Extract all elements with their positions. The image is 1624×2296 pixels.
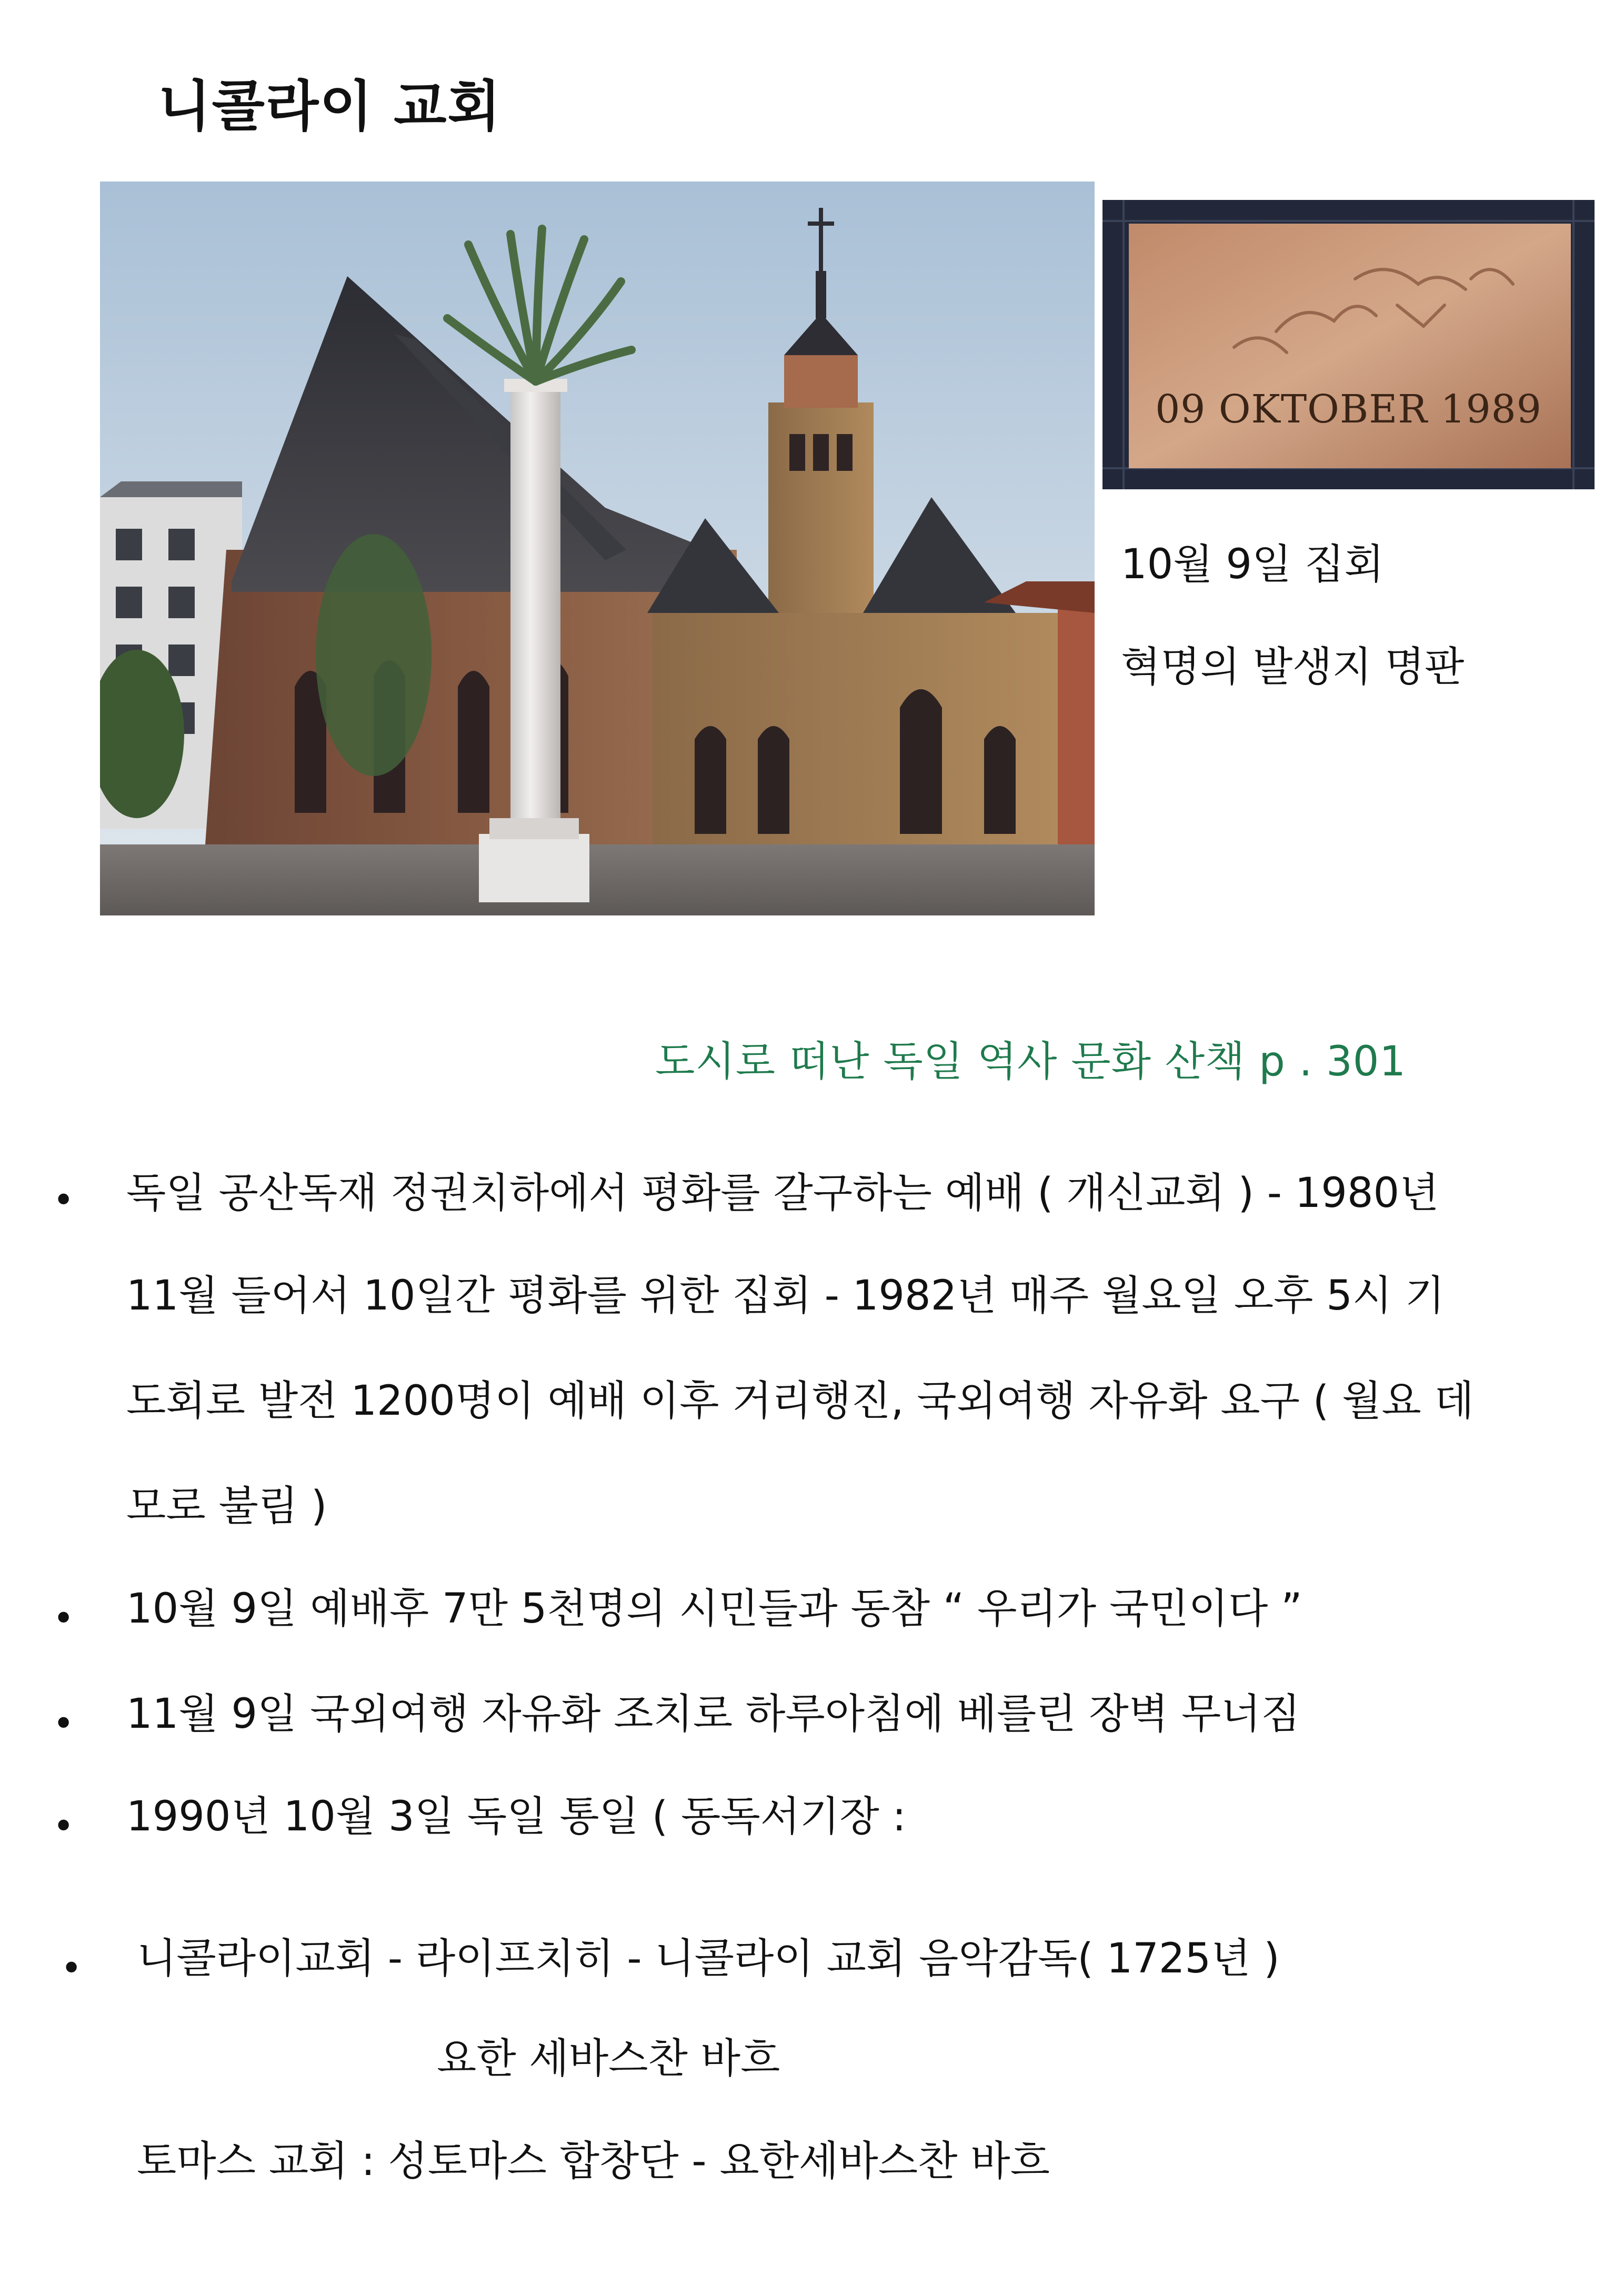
- page-title: 니콜라이 교회: [158, 74, 502, 138]
- bullet-3-text: 11월 9일 국외여행 자유화 조치로 하루아침에 베를린 장벽 무너짐: [126, 1690, 1300, 1738]
- bullet-2-text: 10월 9일 예배후 7만 5천명의 시민들과 동참 “ 우리가 국민이다 ”: [126, 1585, 1302, 1633]
- bullet-1-line-4: 모로 불림 ): [126, 1483, 327, 1530]
- bullet-1-line-3: 도회로 발전 1200명이 예배 이후 거리행진, 국외여행 자유화 요구 ( 월요 데: [126, 1377, 1474, 1425]
- plaque-photo: [1102, 200, 1595, 489]
- plaque-inscription: 09 OKTOBER 1989: [1155, 387, 1542, 432]
- thomas-church-line: 토마스 교회 : 성토마스 합창단 - 요한세바스찬 바흐: [137, 2138, 1050, 2185]
- nikolai-church-photo: [100, 182, 1095, 915]
- source-reference: 도시로 떠난 독일 역사 문화 산책 p . 301: [655, 1038, 1407, 1085]
- bullet-marker: •: [61, 1947, 83, 1990]
- bullet-5-line-1: 니콜라이교회 - 라이프치히 - 니콜라이 교회 음악감독( 1725년 ): [137, 1935, 1280, 1982]
- bullet-marker: •: [53, 1179, 75, 1222]
- bullet-marker: •: [53, 1597, 75, 1640]
- bullet-1-line-1: 독일 공산독재 정권치하에서 평화를 갈구하는 예배 ( 개신교회 ) - 1980년: [126, 1170, 1439, 1217]
- photo-caption-line-2: 혁명의 발생지 명판: [1121, 643, 1465, 691]
- bullet-marker: •: [53, 1805, 75, 1848]
- bullet-5-line-2: 요한 세바스찬 바흐: [437, 2035, 780, 2082]
- bullet-marker: •: [53, 1702, 75, 1745]
- bullet-4-text: 1990년 10월 3일 독일 통일 ( 동독서기장 :: [126, 1793, 906, 1840]
- bullet-1-line-2: 11월 들어서 10일간 평화를 위한 집회 - 1982년 매주 월요일 오후 5시 기: [126, 1272, 1445, 1320]
- photo-caption-line-1: 10월 9일 집회: [1121, 541, 1384, 588]
